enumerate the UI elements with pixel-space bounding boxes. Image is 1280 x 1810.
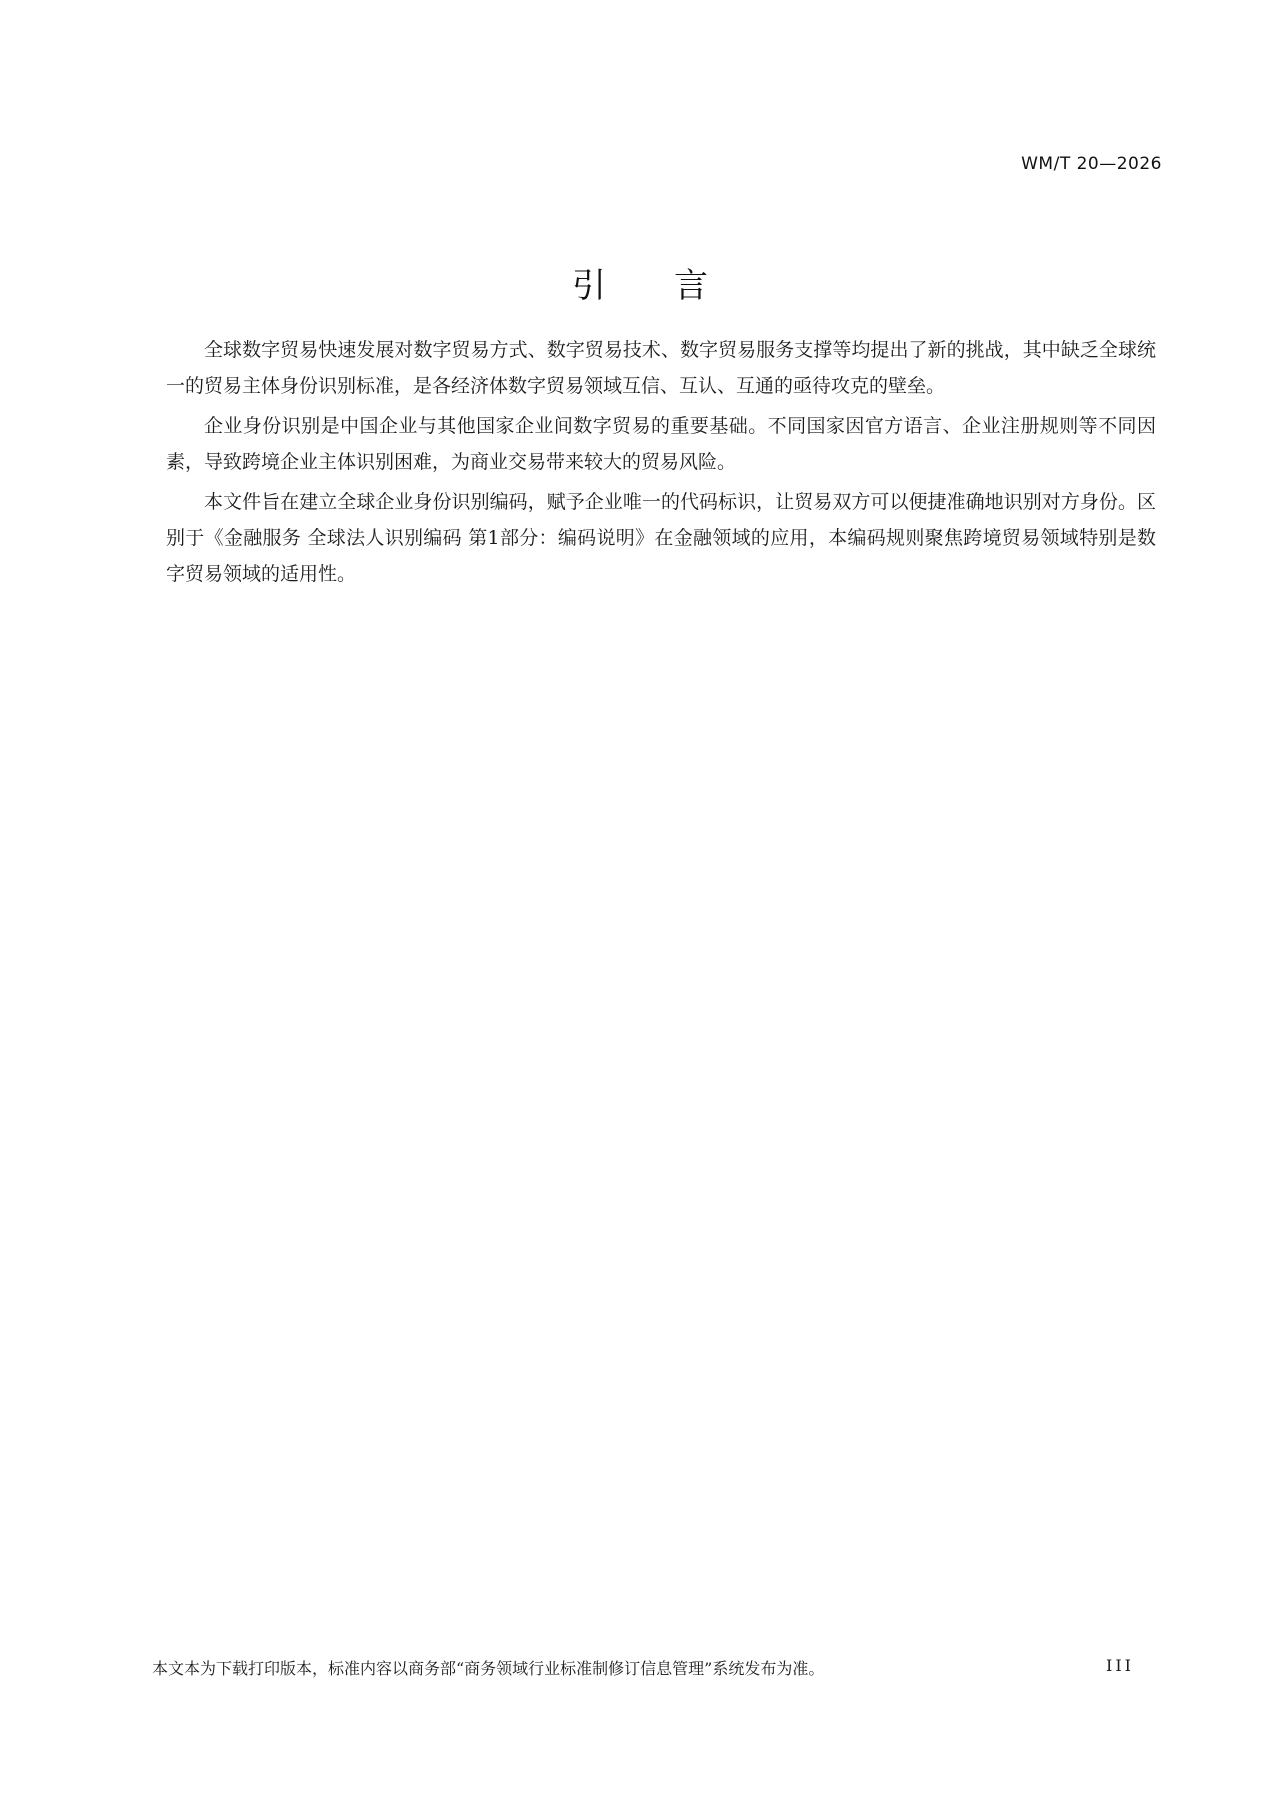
paragraph-3: 本文件旨在建立全球企业身份识别编码，赋予企业唯一的代码标识，让贸易双方可以便捷准确地识别对方身份。区别于《金融服务 全球法人识别编码 第1部分：编码说明》在金融领域的应用，本编码规则聚焦跨境贸易领域特别是数字贸易领域的适用性。 xyxy=(166,491,1156,585)
introduction-body xyxy=(166,332,1156,596)
paragraph-1: 全球数字贸易快速发展对数字贸易方式、数字贸易技术、数字贸易服务支撑等均提出了新的挑战，其中缺乏全球统一的贸易主体身份识别标准，是各经济体数字贸易领域互信、互认、互通的亟待攻克的壁垒。 xyxy=(166,339,1156,397)
page-title: 引言 xyxy=(572,266,776,306)
standard-code: WM/T 20—2026 xyxy=(1021,154,1162,174)
page-number: III xyxy=(1106,1656,1134,1675)
footer-note: 本文本为下载打印版本，标准内容以商务部“商务领域行业标准制修订信息管理”系统发布为准。 xyxy=(152,1659,825,1678)
paragraph-2: 企业身份识别是中国企业与其他国家企业间数字贸易的重要基础。不同国家因官方语言、企业注册规则等不同因素，导致跨境企业主体识别困难，为商业交易带来较大的贸易风险。 xyxy=(166,415,1156,473)
